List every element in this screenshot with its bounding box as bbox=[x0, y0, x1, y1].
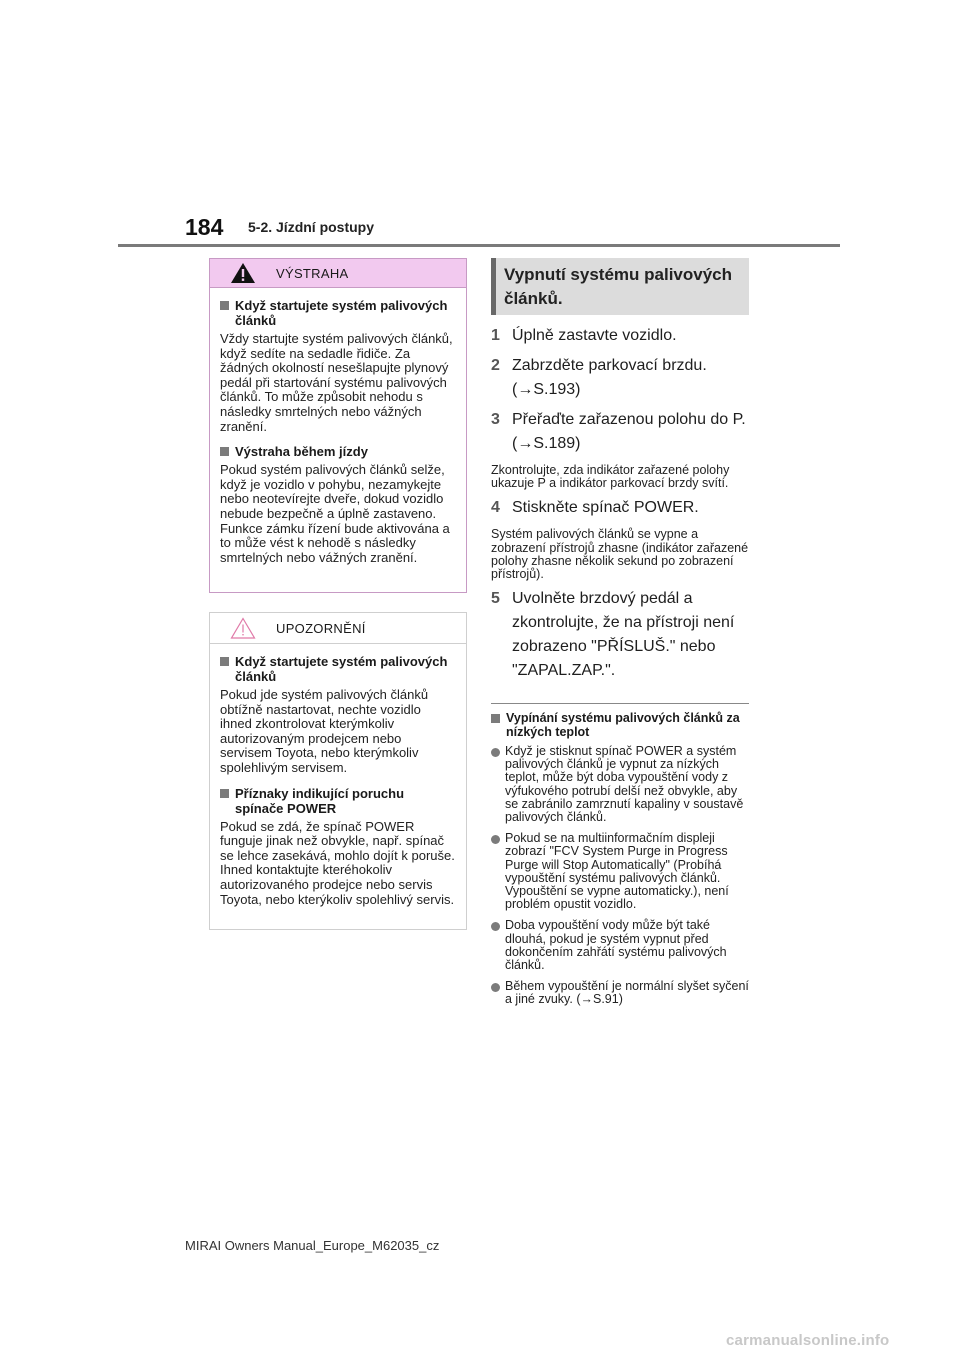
step-4-note: Systém palivových článků se vypne a zobrazení přístrojů zhasne (indikátor zařazené polohy zhasne několik sekund po zobrazení přístrojů). bbox=[491, 527, 749, 582]
warning-header bbox=[210, 259, 466, 288]
step-3: 3 Přeřaďte zařazenou polohu do P. (→S.189) bbox=[491, 408, 753, 456]
square-bullet-icon bbox=[220, 301, 229, 310]
caution-triangle-icon bbox=[230, 617, 256, 639]
step-5: 5 Uvolněte brzdový pedál a zkontrolujte, že na přístroji není zobrazeno "PŘÍSLUŠ." nebo "ZAPAL.ZAP.". bbox=[491, 590, 735, 680]
step-4: 4 Stiskněte spínač POWER. bbox=[491, 499, 699, 517]
caution-box bbox=[209, 612, 467, 930]
watermark: carmanualsonline.info bbox=[726, 1332, 890, 1349]
list-item: Doba vypouštění vody může být také dlouhá, pokud je systém vypnut před dokončením zahřátí systému palivových článků. bbox=[491, 919, 753, 972]
low-temperature-info bbox=[491, 711, 753, 1015]
page-number: 184 bbox=[185, 214, 224, 240]
section-title: 5-2. Jízdní postupy bbox=[248, 219, 375, 235]
procedure-heading: Vypnutí systému palivových článků. bbox=[491, 258, 749, 315]
low-temp-heading: Vypínání systému palivových článků za nízkých teplot bbox=[491, 711, 753, 739]
header-divider bbox=[118, 244, 840, 247]
round-bullet-icon bbox=[491, 748, 500, 757]
caution-title: UPOZORNĚNÍ bbox=[276, 620, 366, 636]
round-bullet-icon bbox=[491, 835, 500, 844]
step-1: 1 Úplně zastavte vozidlo. bbox=[491, 327, 677, 344]
caution-header bbox=[210, 613, 466, 644]
step-3-note: Zkontrolujte, zda indikátor zařazené polohy ukazuje P a indikátor parkovací brzdy svítí. bbox=[491, 463, 730, 491]
page-reference-link[interactable]: (→S.193) bbox=[512, 381, 581, 398]
list-item: Pokud se na multiinformačním displeji zobrazí "FCV System Purge in Progress Purge will Stop Automatically" (Probíhá vypouštění systému palivových článků. Vypouštění se vypne automaticky.), není problém opustit vozidlo. bbox=[491, 832, 753, 911]
warning-title: VÝSTRAHA bbox=[276, 265, 349, 281]
square-bullet-icon bbox=[220, 657, 229, 666]
square-bullet-icon bbox=[220, 447, 229, 456]
warning-text-driving: Pokud systém palivových článků selže, když je vozidlo v pohybu, nezamykejte nebo neotevírejte dveře, dokud vozidlo nebude bezpečně a úplně zastaveno. Funkce zámku řízení bude aktivována a to může vést k nehodě s následky smrtelných nebo vážných zranění. bbox=[220, 462, 450, 565]
square-bullet-icon bbox=[220, 789, 229, 798]
warning-heading-driving: Výstraha během jízdy bbox=[220, 444, 456, 459]
warning-text-starting: Vždy startujte systém palivových článků, když sedíte na sedadle řidiče. Za žádných okolností nesešlapujte plynový pedál při startování systému palivových článků. To může způsobit nehodu s následky smrtelných nebo vážných zranění. bbox=[220, 331, 453, 434]
procedure-steps bbox=[491, 318, 753, 683]
list-item: Když je stisknut spínač POWER a systém palivových článků je vypnut za nízkých teplot, může být doba vypouštění vody z výfukového potrubí delší než obvykle, aby se zabránilo zamrznutí kapaliny v soustavě palivových článků. bbox=[491, 745, 753, 824]
warning-triangle-icon bbox=[230, 262, 256, 284]
caution-heading-power-switch: Příznaky indikující poruchu spínače POWER bbox=[220, 786, 456, 816]
list-item: Během vypouštění je normální slyšet syčení a jiné zvuky. (→S.91) bbox=[491, 980, 753, 1006]
warning-box bbox=[209, 258, 467, 593]
section-divider bbox=[491, 703, 749, 704]
footer-text: MIRAI Owners Manual_Europe_M62035_cz bbox=[185, 1238, 440, 1253]
page-reference-link[interactable]: (→S.189) bbox=[512, 435, 581, 452]
square-bullet-icon bbox=[491, 714, 500, 723]
step-2: 2 Zabrzděte parkovací brzdu. (→S.193) bbox=[491, 354, 753, 402]
round-bullet-icon bbox=[491, 983, 500, 992]
round-bullet-icon bbox=[491, 922, 500, 931]
warning-heading-starting: Když startujete systém palivových článků bbox=[220, 298, 456, 328]
caution-text-starting: Pokud jde systém palivových článků obtížně nastartovat, nechte vozidlo ihned zkontrolovat kterýmkoliv autorizovaným prodejcem nebo servisem Toyota, nebo kterýmkoliv spolehlivým servisem. bbox=[220, 687, 429, 775]
caution-heading-starting: Když startujete systém palivových článků bbox=[220, 654, 456, 684]
caution-text-power-switch: Pokud se zdá, že spínač POWER funguje jinak než obvykle, např. spínač se lehce zasekává, mohlo dojít k poruše. Ihned kontaktujte kteréhokoliv autorizovaného prodejce nebo servis Toyota, nebo kterýkoliv spolehlivý servis. bbox=[220, 818, 455, 907]
